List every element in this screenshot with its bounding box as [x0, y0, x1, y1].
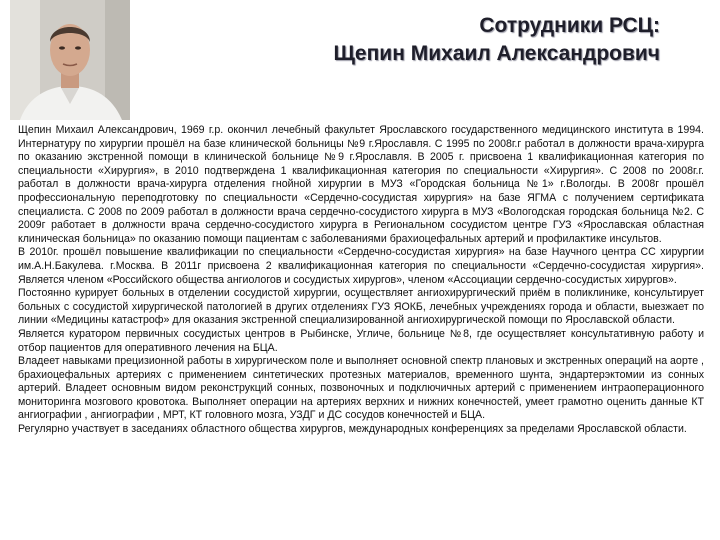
bio-paragraph: В 2010г. прошёл повышение квалификации по специальности «Сердечно-сосудистая хирургия» на базе Научного центра СС хирургии им.А.Н.Бакулева. г.Москва. В 2011г присвоена 2 квалификационная категория по специальности «Сердечно-сосудистая хирургия». Является членом «Российского общества ангиологов и сосудистых хирургов», членом «Ассоциации сердечно-сосудистых хирургов».: [18, 246, 704, 286]
portrait-photo: [10, 0, 130, 120]
page-title: [200, 12, 710, 68]
person-photo-icon: [10, 0, 130, 120]
bio-paragraph: Постоянно курирует больных в отделении сосудистой хирургии, осуществляет ангиохирургический приём в поликлинике, консультирует больных с сосудистой хирургической патологией в других отделениях ГУЗ ЯОКБ, лечебных учреждениях города и области, выезжает по линии «Медицины катастроф» для оказания экстренной специализированной ангиохирургической помощи по Ярославской области.: [18, 287, 704, 327]
bio-paragraph: Является куратором первичных сосудистых центров в Рыбинске, Угличе, больнице №8, где осуществляет консультативную работу и отбор пациентов для оперативного лечения на БЦА.: [18, 327, 704, 354]
bio-paragraph: Владеет навыками прецизионной работы в хирургическом поле и выполняет основной спектр плановых и экстренных операций на аорте , брахиоцефальных артериях с применением синтетических протезных материалов, временного шунта, эндартерэктомии из сонных артерий. Владеет основным видом реконструкций сонных, позвоночных и подключичных артерий с применением интраоперационного мониторинга мозгового кровотока. Выполняет операции на артериях верхних и нижних конечностей, умеет грамотно оценить данные КТ ангиографии , ангиографии , МРТ, КТ головного мозга, УЗДГ и ДС сосудов конечностей и БЦА.: [18, 355, 704, 422]
title-line-1: Сотрудники РСЦ:: [479, 14, 660, 37]
bio-paragraph: Регулярно участвует в заседаниях областного общества хирургов, международных конференциях за пределами Ярославской области.: [18, 423, 687, 436]
bio-paragraph: Щепин Михаил Александрович, 1969 г.р. окончил лечебный факультет Ярославского государственного медицинского института в 1994. Интернатуру по хирургии прошёл на базе клинической больницы №9 г.Ярославля. С 1995 по 2008г.г работал в должности врача-хирурга по оказанию экстренной помощи в клинической больнице №9 г.Ярославля. В 2005 г. присвоена 1 квалификационная категория по специальности «Хирургия», в 2010 подтверждена 1 квалификационная категория по специальности «Хирургия». С 2008 по 2008г.г. работал в должности врача-хирурга отделения гнойной хирургии в МУЗ «Городская больница №1» г.Вологды. В 2008г прошёл профессиональную переподготовку по специальности «Сердечно-сосудистая хирургия» на базе ЯГМА с получением сертификата специалиста. С 2008 по 2009 работал в должности врача сердечно-сосудистого хирурга в МУЗ «Вологодская городская больница №2. С 2009г работает в должности врача сердечно-сосудистого хирурга в Региональном сосудистом центре ГУЗ «Ярославская областная клиническая больница» по оказанию помощи пациентам с заболеваниями брахиоцефальных артерий и профилактике инсультов.: [18, 124, 704, 245]
biography-text: [18, 124, 704, 437]
title-line-2: Щепин Михаил Александрович: [333, 42, 660, 65]
